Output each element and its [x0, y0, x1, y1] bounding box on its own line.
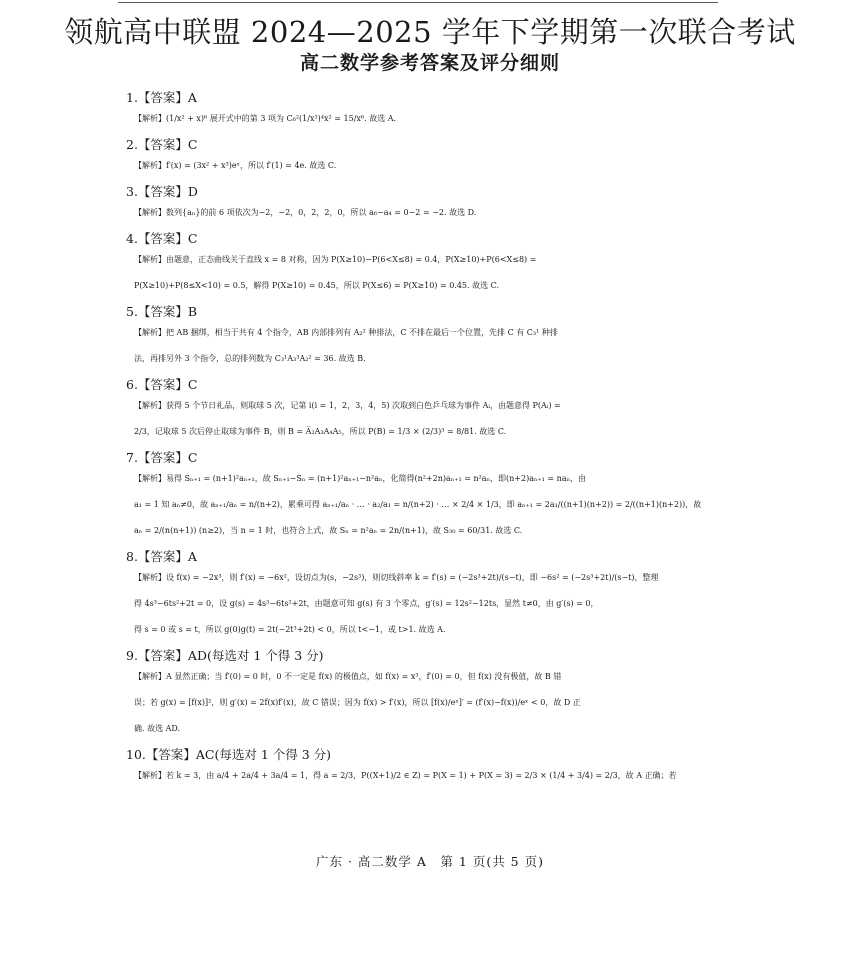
explanation-line: 【解析】设 f(x) = −2x³，则 f′(x) = −6x²，设切点为(s，−2s³)，则切线斜率 k = f′(s) = (−2s³+2t)/(s−t)，即 −6s² = (−2s³+2t)/(s−t)，整理 [134, 573, 659, 582]
explanation-line: 【解析】f′(x) = (3x² + x³)eˣ，所以 f′(1) = 4e. 故选 C. [134, 161, 337, 170]
question-item [126, 549, 736, 643]
explanation-line: 【解析】(1/x² + x)⁶ 展开式中的第 3 项为 C₆²(1/x²)⁴x² = 15/x⁶. 故选 A. [134, 114, 397, 123]
top-rule [118, 2, 718, 3]
question-item [126, 648, 736, 742]
explanation-line: 【解析】把 AB 捆绑，相当于共有 4 个指令，AB 内部排列有 A₂² 种排法，C 不排在最后一个位置，先排 C 有 C₃¹ 种排 [134, 328, 558, 337]
answer-line: 5.【答案】B [126, 304, 198, 319]
question-item [126, 90, 736, 132]
page-subtitle: 高二数学参考答案及评分细则 [299, 52, 560, 74]
answer-line: 10.【答案】AC(每选对 1 个得 3 分) [126, 747, 332, 762]
explanation-line: 【解析】数列{aₙ}的前 6 项依次为−2，−2，0，2，2，0，所以 a₆−a₄ = 0−2 = −2. 故选 D. [134, 208, 477, 217]
explanation-line: 确. 故选 AD. [134, 724, 181, 733]
answer-line: 1.【答案】A [126, 90, 197, 105]
question-item [126, 377, 736, 445]
question-item [126, 184, 736, 226]
explanation-line: 法，再排另外 3 个指令，总的排列数为 C₃¹A₃³A₂² = 36. 故选 B. [134, 354, 366, 363]
explanation-line: 得 4s³−6ts²+2t = 0，设 g(s) = 4s³−6ts²+2t，由题意可知 g(s) 有 3 个零点，g′(s) = 12s²−12ts，显然 t≠0，由 g′(s) = 0， [134, 599, 599, 608]
explanation-line: 【解析】A 显然正确；当 f′(0) = 0 时，0 不一定是 f(x) 的极值点，如 f(x) = x³，f′(0) = 0，但 f(x) 没有极值，故 B 错 [134, 672, 562, 681]
explanation-line: 【解析】获得 5 个节日礼品，则取球 5 次，记第 i(i = 1，2，3，4，5) 次取到白色乒乓球为事件 Aᵢ，由题意得 P(Aᵢ) = [134, 401, 561, 410]
answer-line: 7.【答案】C [126, 450, 198, 465]
answer-line: 4.【答案】C [126, 231, 198, 246]
answer-list [126, 90, 736, 789]
explanation-line: aₙ = 2/(n(n+1)) (n≥2)，当 n = 1 时，也符合上式，故 Sₙ = n²aₙ = 2n/(n+1)，故 S₃₀ = 60/31. 故选 C. [134, 526, 523, 535]
question-item [126, 747, 736, 789]
explanation-line: P(X≥10)+P(8≤X<10) = 0.5，解得 P(X≥10) = 0.45，所以 P(X≤6) = P(X≥10) = 0.45. 故选 C. [134, 281, 500, 290]
explanation-line: 【解析】由题意，正态曲线关于直线 x = 8 对称，因为 P(X≥10)−P(6<X≤8) = 0.4，P(X≥10)+P(6<X≤8) = [134, 255, 537, 264]
question-item [126, 304, 736, 372]
answer-line: 8.【答案】A [126, 549, 197, 564]
page-footer: 广东 · 高二数学 A 第 1 页(共 5 页) [316, 854, 544, 869]
question-item [126, 231, 736, 299]
answer-line: 2.【答案】C [126, 137, 198, 152]
page-title: 领航高中联盟 2024—2025 学年下学期第一次联合考试 [64, 15, 796, 49]
answer-line: 3.【答案】D [126, 184, 198, 199]
explanation-line: 【解析】若 k = 3，由 a/4 + 2a/4 + 3a/4 = 1，得 a = 2/3，P((X+1)/2 ∈ Z) = P(X = 1) + P(X = 3) = 2/3 × (1/4 + 3/4) = 2/3，故 A 正确；若 [134, 771, 677, 780]
question-item [126, 137, 736, 179]
explanation-line: a₁ = 1 知 aₙ≠0，故 aₙ₊₁/aₙ = n/(n+2)，累乘可得 aₙ₊₁/aₙ · … · a₂/a₁ = n/(n+2) · … × 2/4 × 1/3，即 aₙ₊₁ = 2a₁/((n+1)(n+2)) = 2/((n+1)(n+2))，故 [134, 500, 702, 509]
explanation-line: 得 s = 0 或 s = t，所以 g(0)g(t) = 2t(−2t³+2t) < 0，所以 t<−1，或 t>1. 故选 A. [134, 625, 446, 634]
explanation-line: 2/3，记取球 5 次后停止取球为事件 B，则 B = A̅₂A₃A₄A₅，所以 P(B) = 1/3 × (2/3)³ = 8/81. 故选 C. [134, 427, 507, 436]
explanation-line: 误；若 g(x) = [f(x)]²，则 g′(x) = 2f(x)f′(x)，故 C 错误；因为 f(x) > f′(x)，所以 [f(x)/eˣ]′ = (f′(x)−f(x))/eˣ < 0，故 D 正 [134, 698, 581, 707]
explanation-line: 【解析】易得 Sₙ₊₁ = (n+1)²aₙ₊₁，故 Sₙ₊₁−Sₙ = (n+1)²aₙ₊₁−n²aₙ，化简得(n²+2n)aₙ₊₁ = n²aₙ，即(n+2)aₙ₊₁ = naₙ，由 [134, 474, 587, 483]
answer-line: 9.【答案】AD(每选对 1 个得 3 分) [126, 648, 324, 663]
answer-line: 6.【答案】C [126, 377, 198, 392]
question-item [126, 450, 736, 544]
